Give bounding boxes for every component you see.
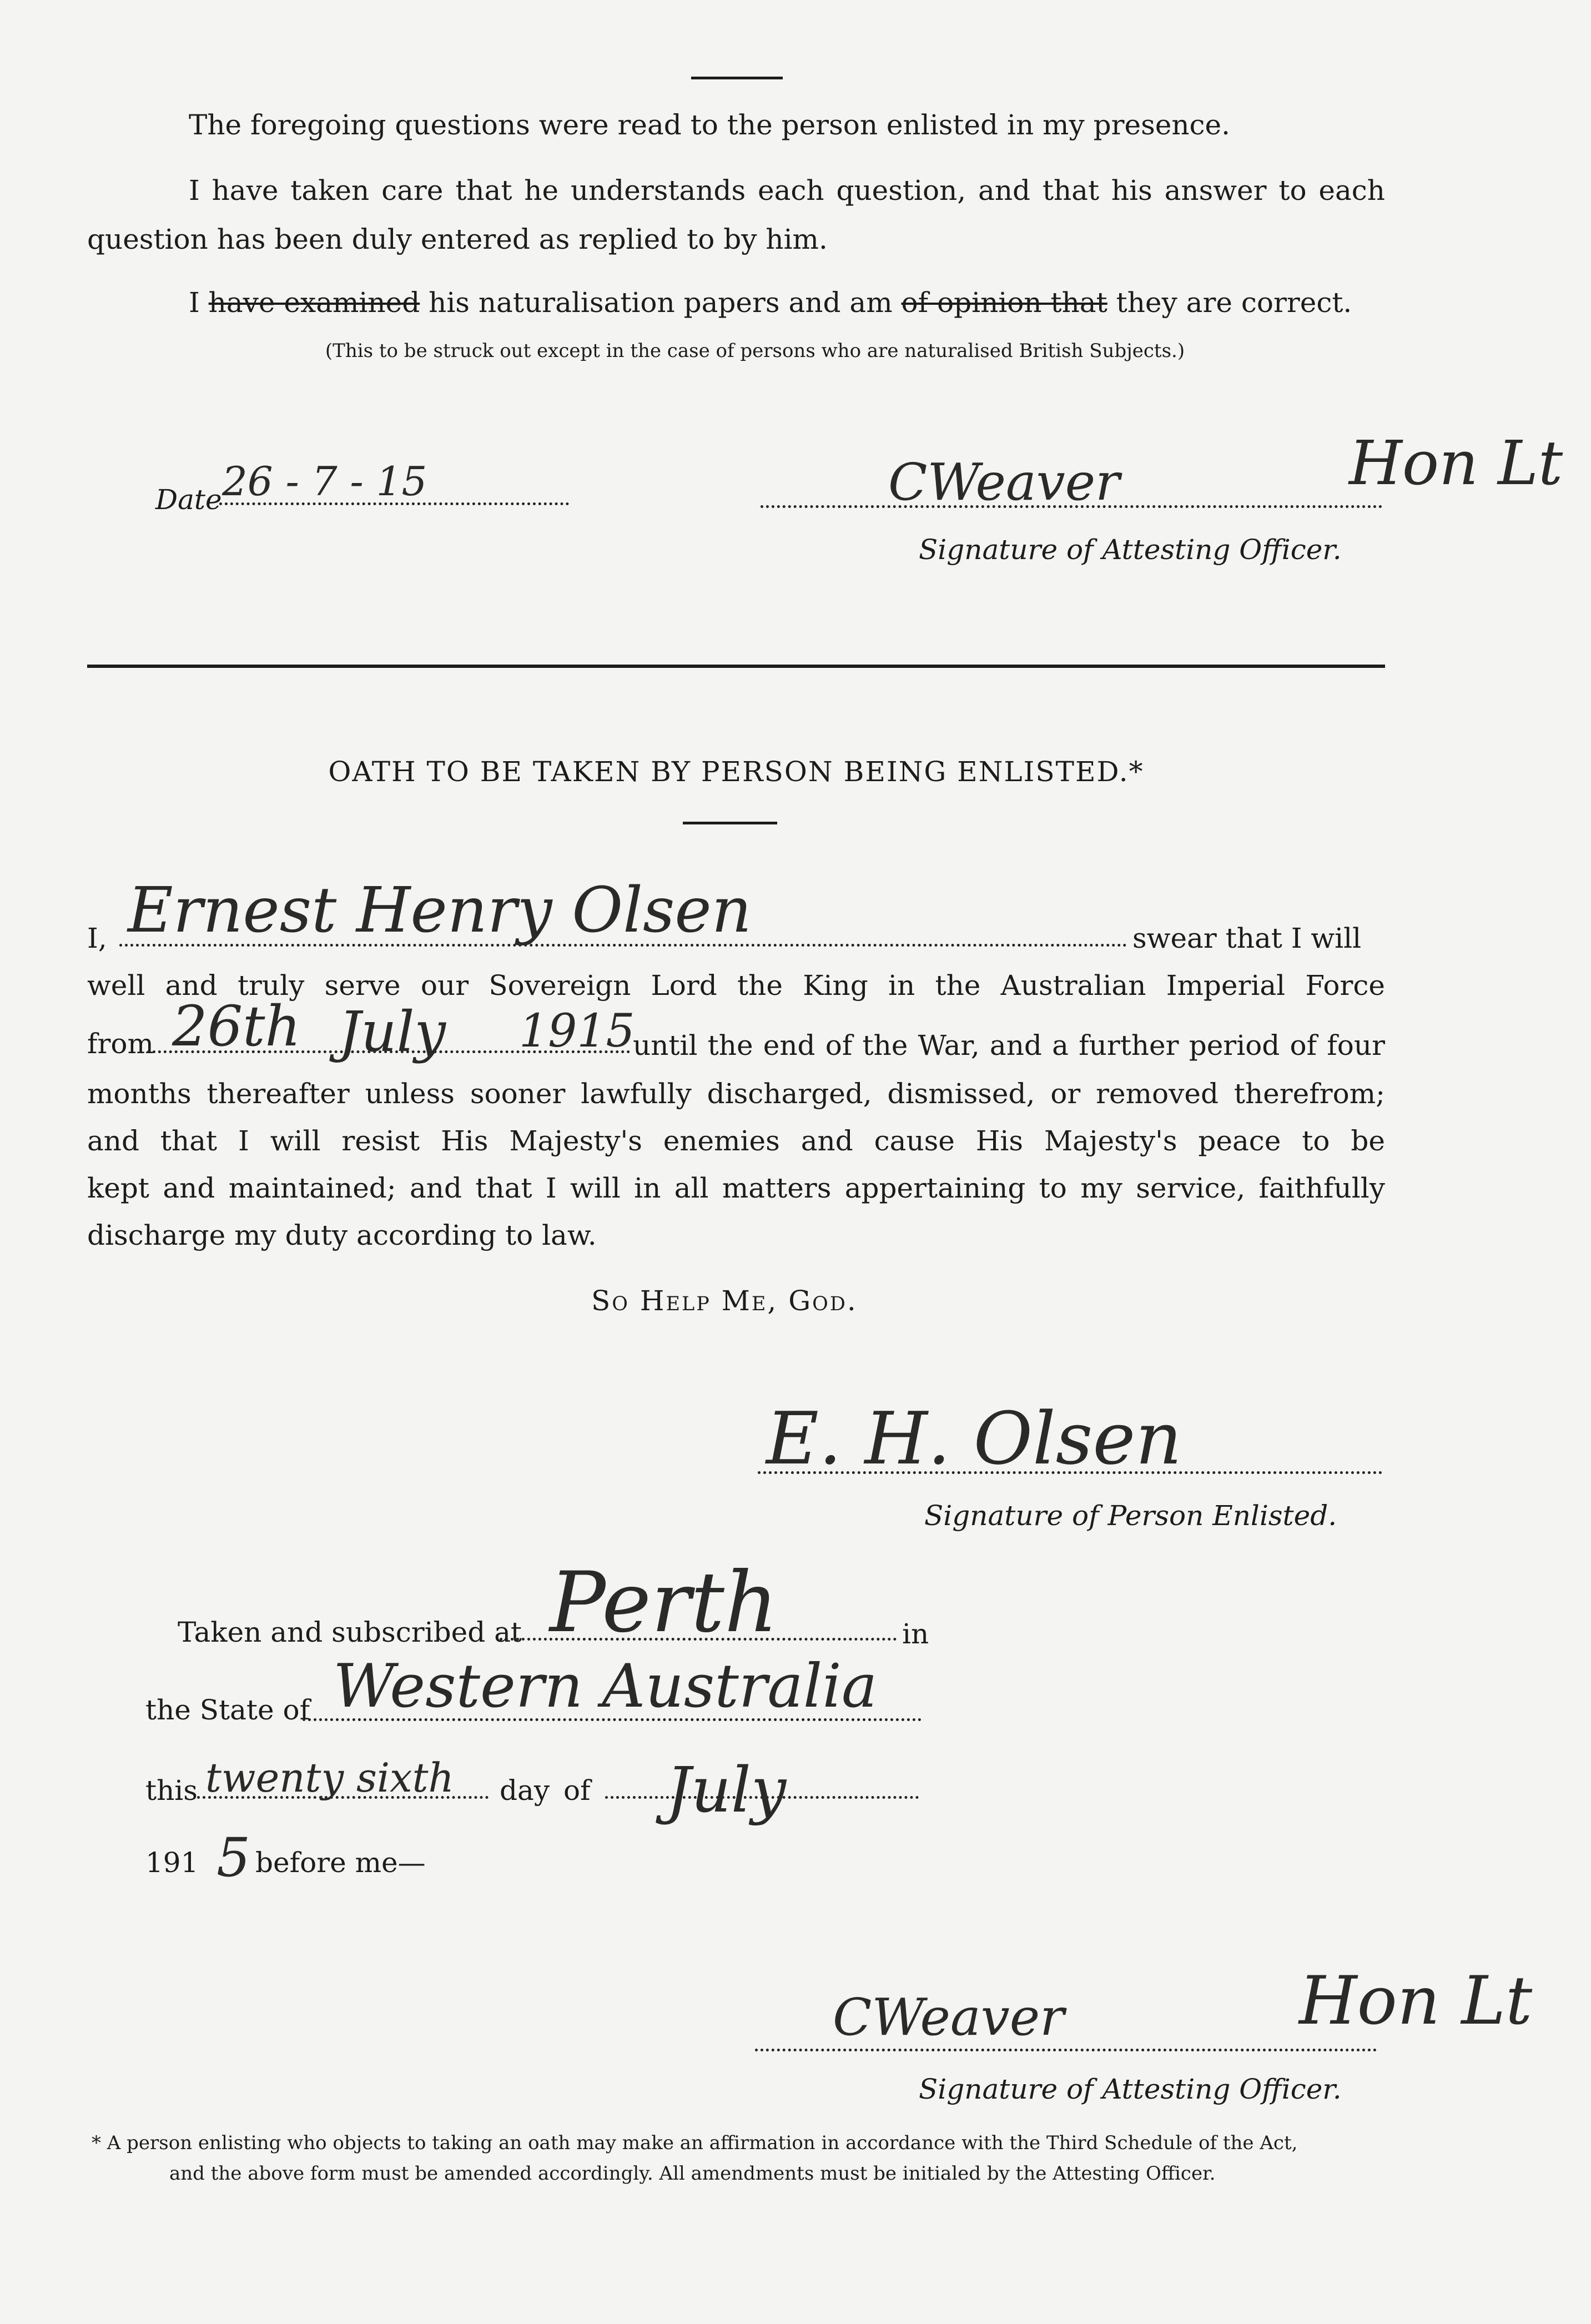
naturalisation-suffix: they are correct. bbox=[1107, 286, 1352, 319]
oath-heading: OATH TO BE TAKEN BY PERSON BEING ENLISTED.* bbox=[328, 756, 1144, 788]
date-label: Date bbox=[155, 484, 222, 516]
section-divider bbox=[87, 665, 1385, 668]
officer-caption-2: Signature of Attesting Officer. bbox=[919, 2073, 1342, 2105]
taken-subscribed-label: Taken and subscribed at bbox=[178, 1616, 522, 1648]
understands-text: I have taken care that he understands each question, and that his answer to each bbox=[189, 174, 1385, 207]
enlisted-signature: E. H. Olsen bbox=[766, 1396, 1182, 1481]
struck-out-note: (This to be struck out except in the case of persons who are naturalised British Subjects.) bbox=[325, 340, 1185, 362]
taken-place: Perth bbox=[550, 1555, 778, 1651]
day-label: day bbox=[500, 1774, 550, 1807]
day-value: twenty sixth bbox=[205, 1754, 454, 1801]
until-end-text: until the end of the War, and a further period of four bbox=[633, 1029, 1385, 1062]
struck-of-opinion: of opinion that bbox=[901, 286, 1107, 319]
officer-rank-1: Hon Lt bbox=[1349, 427, 1563, 499]
enlisted-caption: Signature of Person Enlisted. bbox=[924, 1500, 1337, 1532]
enlistee-name: Ernest Henry Olsen bbox=[128, 874, 752, 947]
officer-signature-line-2 bbox=[755, 2049, 1377, 2051]
maintained-text: kept and maintained; and that I will in all matters appertaining to my service, faithfully bbox=[87, 1172, 1385, 1204]
top-rule bbox=[691, 77, 783, 79]
officer-rank-2: Hon Lt bbox=[1299, 1963, 1533, 2040]
date-value: 26 - 7 - 15 bbox=[222, 458, 427, 505]
so-help-me-god: So Help Me, God. bbox=[591, 1285, 858, 1317]
footnote-line-2: and the above form must be amended accordingly. All amendments must be initialed by the Attesting Officer. bbox=[169, 2162, 1216, 2185]
officer-caption-1: Signature of Attesting Officer. bbox=[919, 534, 1342, 566]
duly-entered-text: question has been duly entered as replied to by him. bbox=[87, 223, 828, 255]
oath-i-prefix: I, bbox=[87, 922, 107, 954]
from-month: July bbox=[339, 999, 446, 1064]
state-value: Western Australia bbox=[333, 1652, 878, 1721]
state-label: the State of bbox=[145, 1694, 310, 1726]
before-me-label: before me— bbox=[255, 1847, 426, 1879]
officer-signature-2: CWeaver bbox=[833, 1988, 1065, 2047]
this-label: this bbox=[145, 1774, 198, 1807]
serve-text: well and truly serve our Sovereign Lord the King in the Australian Imperial Force bbox=[87, 969, 1385, 1002]
discharge-duty-text: discharge my duty according to law. bbox=[87, 1219, 597, 1251]
year-prefix: 191 bbox=[145, 1847, 199, 1879]
struck-have-examined: have examined bbox=[208, 286, 420, 319]
from-label: from bbox=[87, 1028, 154, 1060]
in-label: in bbox=[902, 1618, 929, 1650]
foregoing-questions-text: The foregoing questions were read to the person enlisted in my presence. bbox=[189, 109, 1231, 141]
naturalisation-mid: his naturalisation papers and am bbox=[420, 286, 902, 319]
from-year: 1915 bbox=[519, 1005, 635, 1058]
oath-heading-rule bbox=[683, 822, 777, 824]
from-day: 26th bbox=[172, 994, 301, 1059]
months-thereafter-text: months thereafter unless sooner lawfully discharged, dismissed, or removed therefrom; bbox=[87, 1078, 1385, 1110]
naturalisation-line bbox=[189, 286, 1352, 319]
year-value: 5 bbox=[217, 1827, 251, 1889]
month-value: July bbox=[666, 1754, 787, 1827]
officer-signature-1: CWeaver bbox=[888, 452, 1120, 512]
naturalisation-prefix: I bbox=[189, 286, 200, 319]
resist-enemies-text: and that I will resist His Majesty's enemies and cause His Majesty's peace to be bbox=[87, 1125, 1385, 1157]
footnote-line-1: * A person enlisting who objects to taking an oath may make an affirmation in accordance with the Third Schedule of the Act, bbox=[92, 2132, 1298, 2154]
of-label: of bbox=[563, 1774, 591, 1807]
swear-text: swear that I will bbox=[1132, 922, 1362, 954]
